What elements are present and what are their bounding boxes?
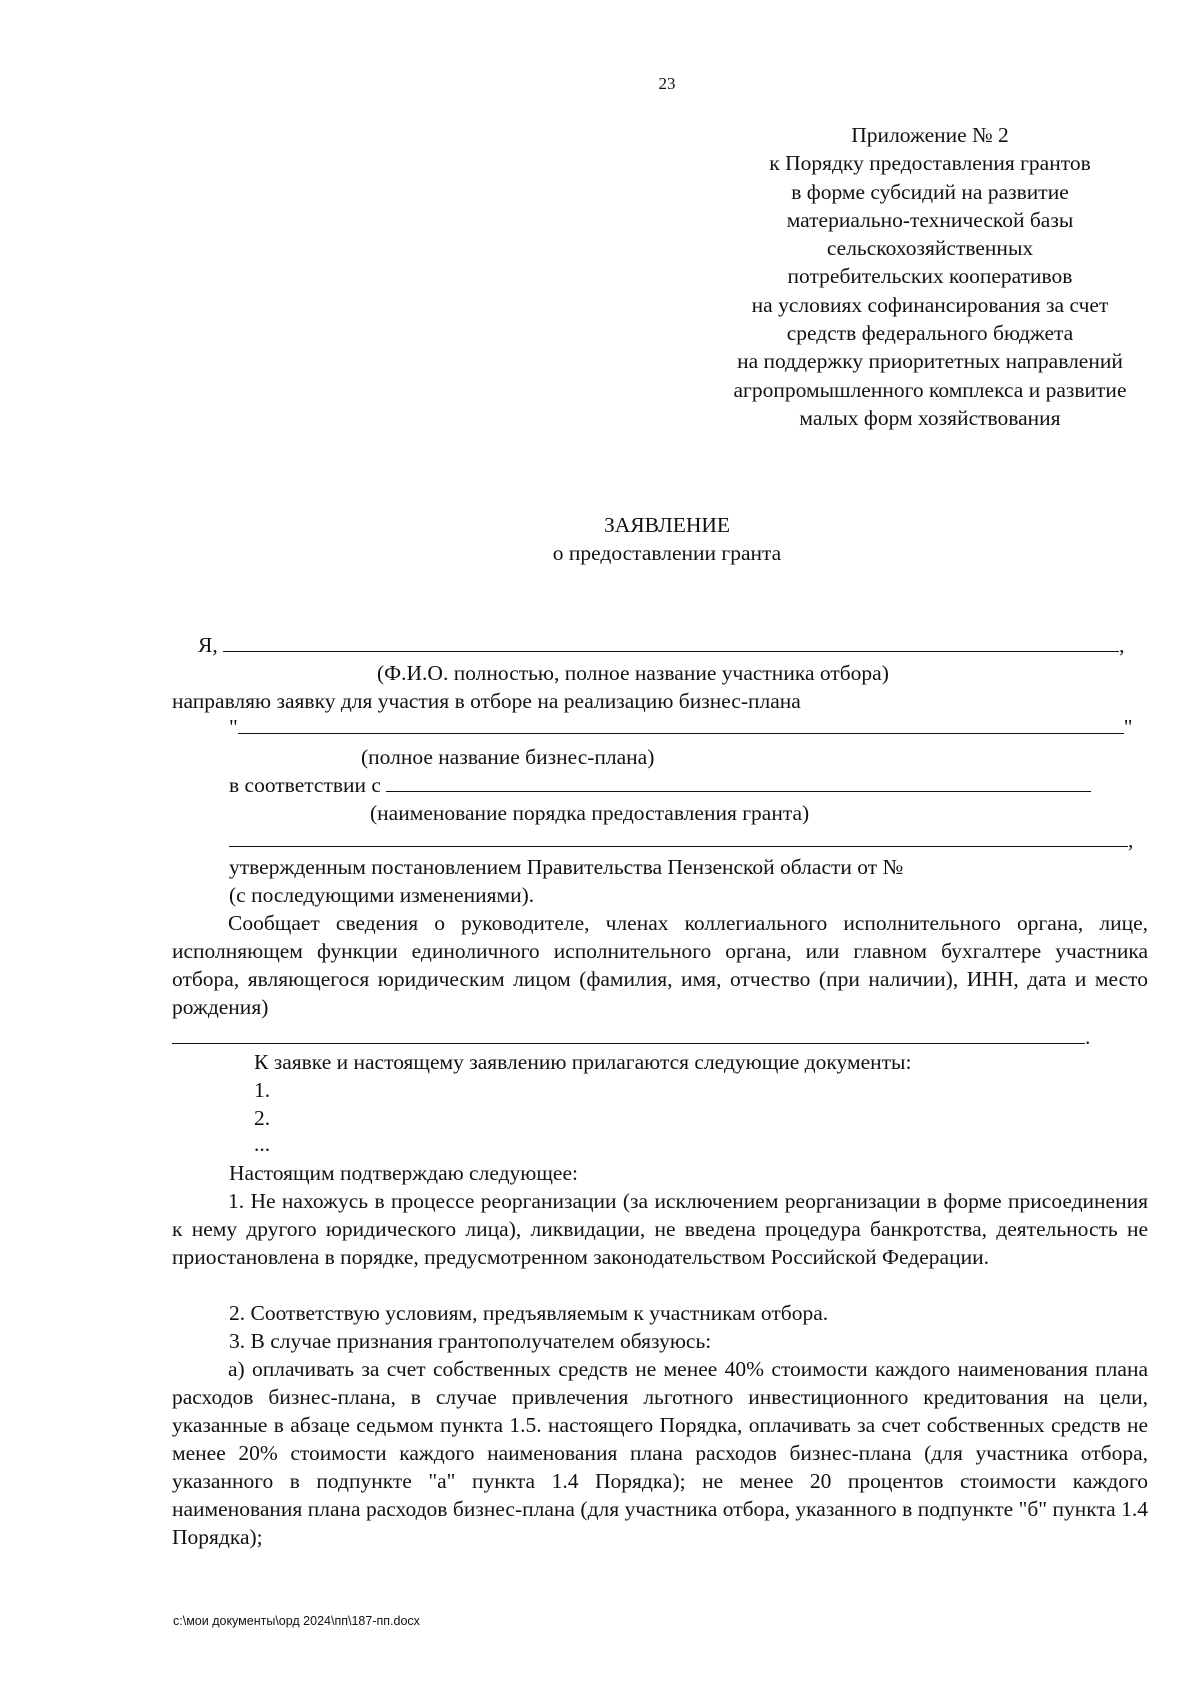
applicant-name-blank xyxy=(223,650,1119,652)
approved-line: утвержденным постановлением Правительства Пензенской области от № xyxy=(229,855,904,879)
reports-period: . xyxy=(1085,1025,1091,1049)
page-number: 23 xyxy=(658,74,676,93)
appendix-line: к Порядку предоставления грантов xyxy=(769,151,1091,176)
attachment-item: 1. xyxy=(254,1078,271,1102)
appendix-line: на поддержку приоритетных направлений xyxy=(737,349,1123,374)
document-title: ЗАЯВЛЕНИЕ xyxy=(603,513,731,537)
fio-hint: (Ф.И.О. полностью, полное название участника отбора) xyxy=(377,661,889,685)
attachments-intro: К заявке и настоящему заявлению прилагаются следующие документы: xyxy=(254,1050,912,1074)
applicant-comma: , xyxy=(1119,633,1125,657)
send-request-text: направляю заявку для участия в отборе на реализацию бизнес-плана xyxy=(172,689,801,713)
appendix-line: агропромышленного комплекса и развитие xyxy=(733,377,1127,402)
appendix-line: материально-технической базы xyxy=(786,207,1074,232)
order-hint: (наименование порядка предоставления гранта) xyxy=(370,801,810,825)
appendix-line: средств федерального бюджета xyxy=(786,321,1074,346)
business-plan-line xyxy=(229,713,1133,741)
order-continuation-line xyxy=(229,826,1133,854)
confirmation-intro: Настоящим подтверждаю следующее: xyxy=(229,1161,578,1185)
order-comma: , xyxy=(1128,828,1134,852)
plan-hint: (полное название бизнес-плана) xyxy=(361,745,655,769)
according-prefix: в соответствии с xyxy=(229,773,381,797)
reports-paragraph: Сообщает сведения о руководителе, членах коллегиального исполнительного органа, лице, исполняющем функции единоличного исполнительного органа, или главном бухгалтере участника отбора, являющегося юридическим лицом (фамилия, имя, отчество (при наличии), ИНН, дата и место рождения) xyxy=(172,911,1148,1019)
confirmation-point-1: 1. Не нахожусь в процессе реорганизации (за исключением реорганизации в форме присоединения к нему другого юридического лица), ликвидации, не введена процедура банкротства, деятельность не приостановлена в порядке, предусмотренном законодательством Российской Федерации. xyxy=(172,1189,1148,1269)
appendix-heading-block xyxy=(640,121,1200,432)
appendix-line: сельскохозяйственных xyxy=(826,236,1034,261)
attachment-item: 2. xyxy=(254,1106,271,1130)
appendix-line: Приложение № 2 xyxy=(851,123,1009,147)
amendments-text: (с последующими изменениями). xyxy=(229,883,535,907)
appendix-line: на условиях софинансирования за счет xyxy=(751,292,1109,317)
footer-file-path: c:\мои документы\орд 2024\пп\187-пп.docx xyxy=(173,1614,420,1628)
appendix-line: в форме субсидий на развитие xyxy=(791,179,1069,204)
order-continuation-blank xyxy=(229,845,1128,847)
quote-open: " xyxy=(229,715,238,739)
confirmation-point-2: 2. Соответствую условиям, предъявляемым к участникам отбора. xyxy=(229,1301,829,1325)
document-subtitle: о предоставлении гранта xyxy=(552,541,782,565)
order-name-blank xyxy=(386,790,1091,792)
confirmation-point-3: 3. В случае признания грантополучателем обязуюсь: xyxy=(229,1329,712,1353)
applicant-line xyxy=(198,631,1124,659)
according-line xyxy=(229,771,1091,799)
appendix-line: малых форм хозяйствования xyxy=(799,405,1061,430)
reports-blank xyxy=(172,1042,1085,1044)
attachment-item: ... xyxy=(254,1132,271,1156)
reports-blank-line xyxy=(172,1023,1090,1051)
quote-close: " xyxy=(1123,715,1133,739)
business-plan-blank xyxy=(238,732,1124,734)
ya-prefix: Я, xyxy=(198,633,218,657)
appendix-line: потребительских кооперативов xyxy=(787,264,1073,289)
obligation-a: а) оплачивать за счет собственных средств не менее 40% стоимости каждого наименования плана расходов бизнес-плана, в случае привлечения льготного инвестиционного кредитования на цели, указанные в абзаце седьмом пункта 1.5. настоящего Порядка, оплачивать за счет собственных средств не менее 20% стоимости каждого наименования плана расходов бизнес-плана (для участника отбора, указанного в подпункте "а" пункта 1.4 Порядка); не менее 20 процентов стоимости каждого наименования плана расходов бизнес-плана (для участника отбора, указанного в подпункте "б" пункта 1.4 Порядка); xyxy=(172,1357,1148,1549)
